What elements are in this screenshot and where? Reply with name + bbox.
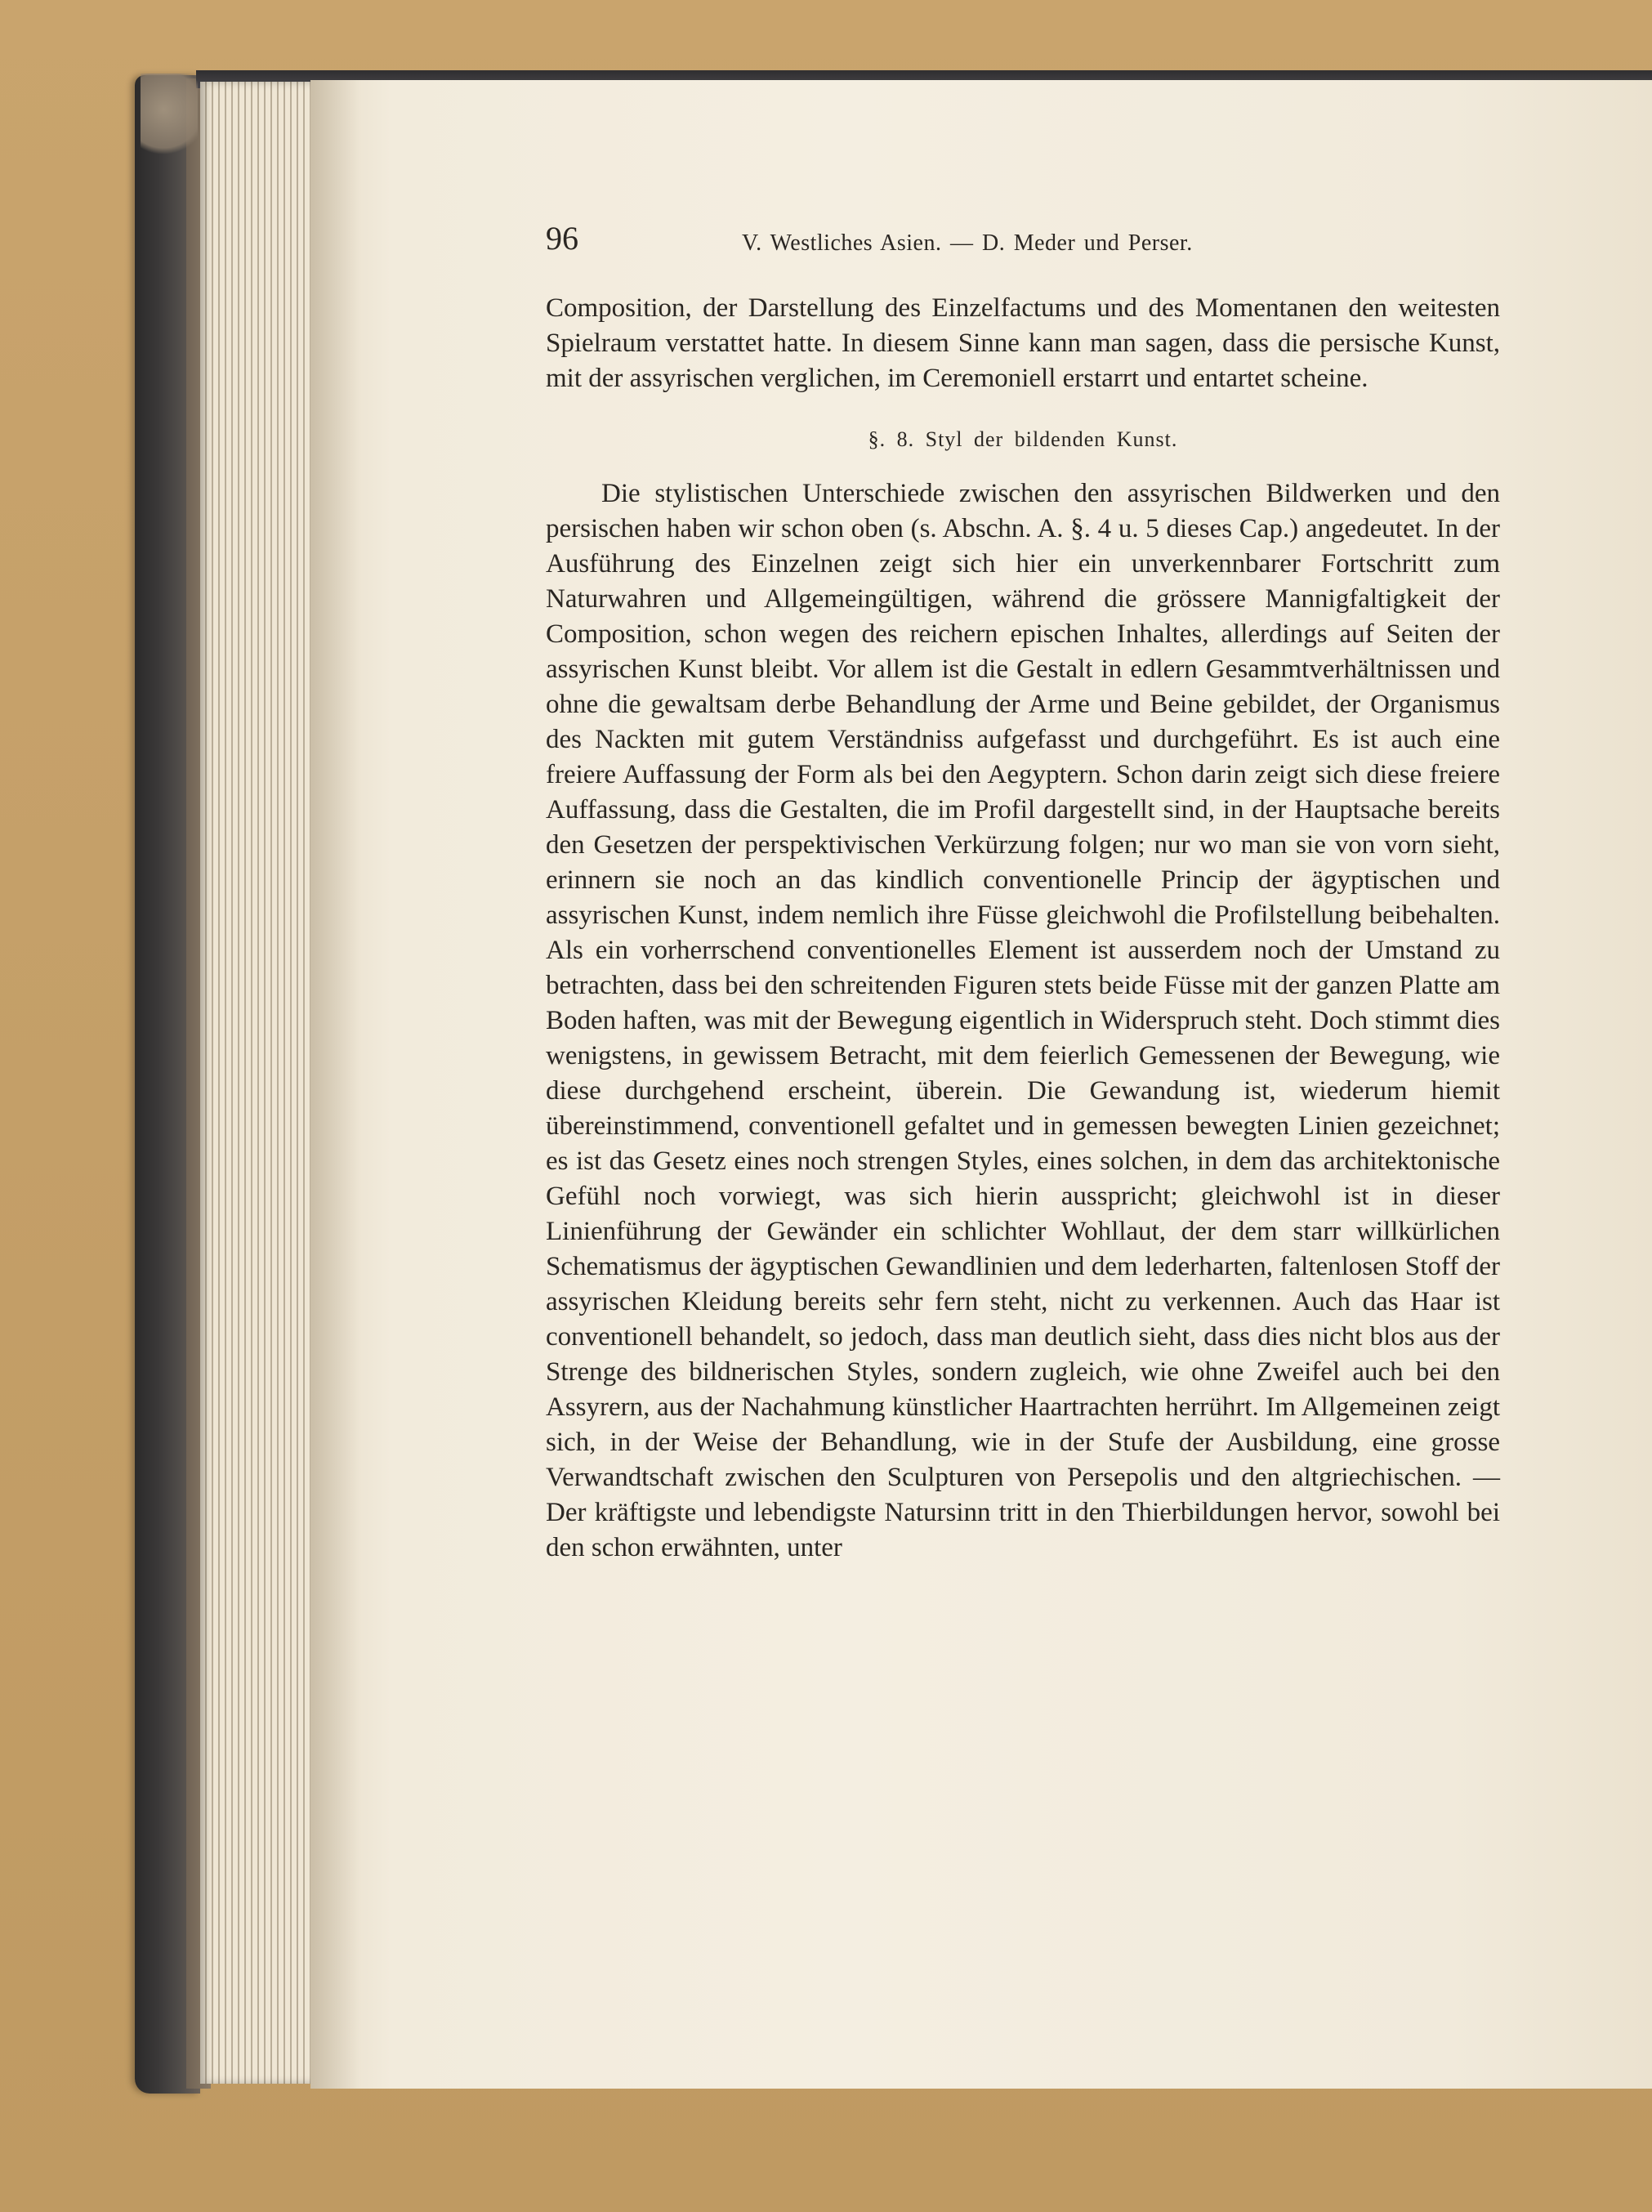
paragraph-continued: Composition, der Darstellung des Einzelfactums und des Momentanen den weitesten Spielraum verstattet hatte. In diesem Sinne kann man sagen, dass die persische Kunst, mit der assyrischen verglichen, im Ceremoniell erstarrt und entartet scheine. — [546, 293, 1500, 393]
running-title: V. Westliches Asien. — D. Meder und Perser. — [742, 230, 1193, 256]
page-edges — [200, 82, 315, 2084]
paragraph-body: Die stylistischen Unterschiede zwischen den assyrischen Bildwerken und den persischen haben wir schon oben (s. Abschn. A. §. 4 u. 5 dieses Cap.) angedeutet. In der Ausführung des Einzelnen zeigt sich hier ein unverkennbarer Fortschritt zum Naturwahren und Allgemeingültigen, während die grössere Mannigfaltigkeit der Composition, schon wegen des reichern epischen Inhaltes, allerdings auf Seiten der assyrischen Kunst bleibt. Vor allem ist die Gestalt in edlern Gesammtverhältnissen und ohne die gewaltsam derbe Behandlung der Arme und Beine gebildet, der Organismus des Nackten mit gutem Verständniss aufgefasst und durchgeführt. Es ist auch eine freiere Auffassung der Form als bei den Aegyptern. Schon darin zeigt sich diese freiere Auffassung, dass die Gestalten, die im Profil dargestellt sind, in der Hauptsache bereits den Gesetzen der perspektivischen Verkürzung folgen; nur wo man sie von vorn sieht, erinnern sie noch an das kindlich conventionelle Princip der ägyptischen und assyrischen Kunst, indem nemlich ihre Füsse gleichwohl die Profilstellung beibehalten. Als ein vorherrschend conventionelles Element ist ausserdem noch der Umstand zu betrachten, dass bei den schreitenden Figuren stets beide Füsse mit der ganzen Platte am Boden haften, was mit der Bewegung eigentlich in Widerspruch steht. Doch stimmt dies wenigstens, in gewissem Betracht, mit dem feierlich Gemessenen der Bewegung, wie diese durchgehend erscheint, überein. Die Gewandung ist, wiederum hiemit übereinstimmend, conventionell gefaltet und in gemessen bewegten Linien gezeichnet; es ist das Gesetz eines noch strengen Styles, eines solchen, in dem das architektonische Gefühl noch vorwiegt, was sich hierin ausspricht; gleichwohl ist in dieser Linienführung der Gewänder ein schlichter Wohllaut, der dem starr willkürlichen Schematismus der ägyptischen Gewandlinien und dem lederharten, faltenlosen Stoff der assyrischen Kleidung bereits sehr fern steht, nicht zu verkennen. Auch das Haar ist conventionell behandelt, so jedoch, dass man deutlich sieht, dass dies nicht blos aus der Strenge des bildnerischen Styles, sondern zugleich, wie ohne Zweifel auch bei den Assyrern, aus der Nachahmung künstlicher Haartrachten herrührt. Im Allgemeinen zeigt sich, in der Weise der Behandlung, wie in der Stufe der Ausbildung, eine grosse Verwandtschaft zwischen den Sculpturen von Persepolis und den altgriechischen. — Der kräftigste und lebendigste Natursinn tritt in den Thierbildungen hervor, sowohl bei den schon erwähnten, unter — [546, 479, 1500, 1562]
section-heading: §. 8. Styl der bildenden Kunst. — [868, 427, 1178, 451]
page-text — [546, 219, 1500, 1566]
page-gutter-shadow — [310, 80, 359, 2089]
worn-corner — [141, 74, 198, 163]
running-head — [546, 219, 1500, 268]
page-number: 96 — [546, 220, 578, 257]
